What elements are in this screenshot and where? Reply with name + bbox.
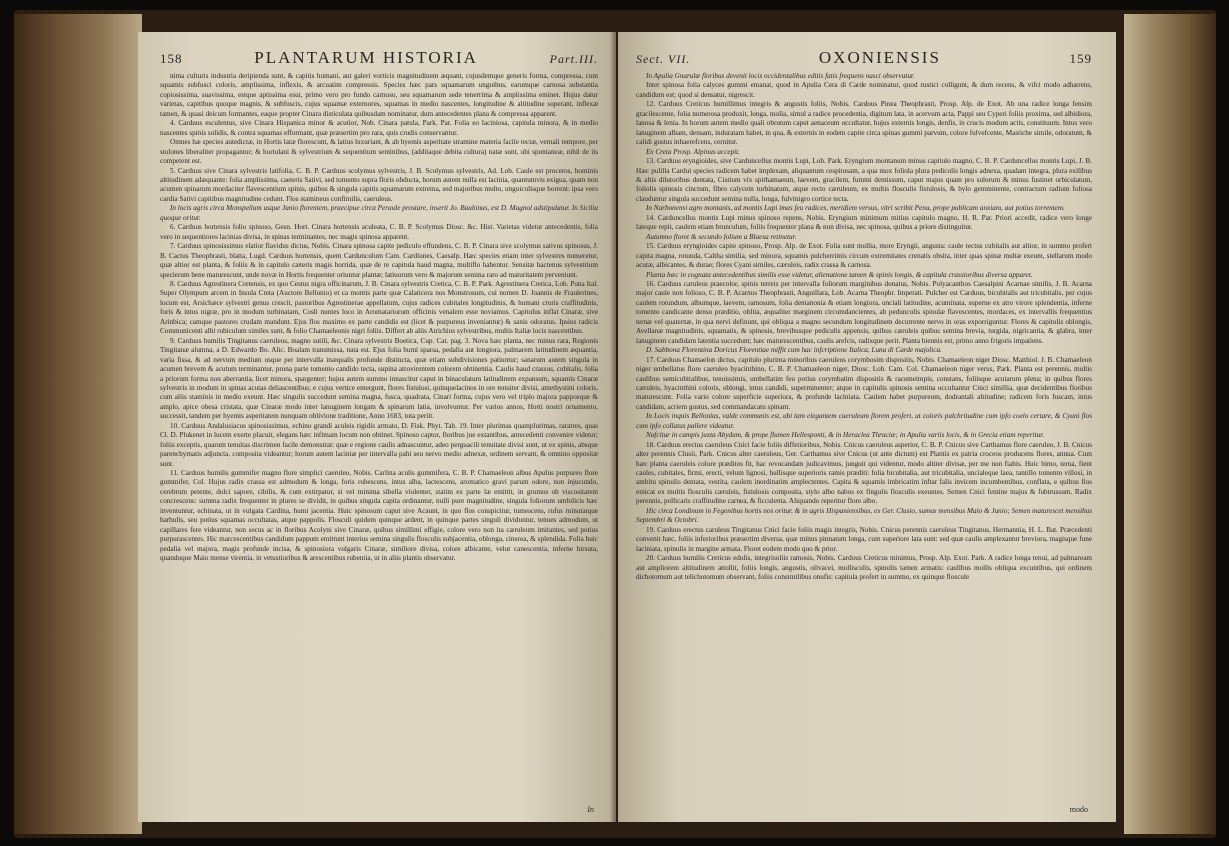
right-catchword: modo: [1069, 805, 1088, 814]
left-page-number: 158: [160, 51, 183, 66]
paragraph: 5. Carduus sive Cinara sylvestris latifolia, C. B. P. Carduus scolymus sylvestris, J. B. Scolymus sylvestris, Ad. Lob. Caule est proceros, hominis altitudinem adæquante: folia amplissima, caeteris Sativi, sed tomento supra floris obducta, horum autem nulla est lacinia, quantumvis exigua, quam non acumen spinarum mordaciter flavescentium spinis, quibus & singula capitis squamarum extrema, sed majoribus multo, unguiculisque horrent: ipsa vero cardia Sativi capitibus magnitudine cedunt. Flos stamineus confimilis, caeruleus.: [160, 166, 598, 203]
page-edges-right: [1124, 14, 1216, 834]
paragraph: Ex Creta Prosp. Alpinus accepit.: [646, 147, 740, 156]
left-running-title: PLANTARUM HISTORIA: [254, 48, 478, 67]
paragraph: 18. Carduus erectus caeruleus Cnici facie foliis diffetioribus, Nobis. Cnicus caeruleus asperior, C. B. P. Cnicus sive Carthamus flore caeruleo, J. B. Cnicus alter perennis Clusii, Park. Cnicus alter caeruleus, Ger. Carthamus sive Cnicus (ut ante dictum) est Plantis ex patria croceos producens flores, annua. Cum hæc planta caeruleis colore præditos fit, hac revocandam judicavimus, junguit qui videntur, modo altiter divisæ, per me non fiabis. Huic bimo, terna, fient caules, cubitales, firmi, erecti, velum lignosi, hullisque superioris ramis præditi: folia bicubitalia, aut tricubitalia, uncialeque laea, tantillo tomento villosi, in ambitu spinulis dentata, vestita, caulem inordinatim amplectentes. Capita & squamis imbricatim inftar falis invicem incumbentibus, conflata, e quibus fios emicat ex multis flosculis cæruleis, fistulosis composita, stylo albo nabos ex fingulis flosculis exeuntes. Semen Cnici femine majus & fubtrussum. Radix perennis, pollicaris craffitudine carnea, & ficculenta. Aliquando reperitur flore albo.: [636, 440, 1092, 506]
paragraph: Inter spinosa folia calyces gummi emanat, quod in Apulia Cera di Carde nominatur, quod rustici colligunt, & dum recens, & vifci modo adhærens, candidum est; quod si densatur, nigrescit.: [636, 81, 1092, 99]
paragraph: 15. Carduus eryngioides capite spinoso, Prosp. Alp. de Exot. Folia sunt mollia, more Eryngii, angusta: caule rectus cubitalis aut altior, in summo profert capita magna, rotunda, Caltha similia, sed minora, squamis pulcherrimis circum extremitates crenatis obsita, inter quas spinæ multæ exeunt, stellarum modo acutæ, albicantes, & durae; flores Cyani similes, cæruleis, radix crassa & carnosa.: [636, 242, 1092, 270]
right-page-number: 159: [1069, 51, 1092, 66]
paragraph: 17. Carduus Chamaelon dictus, capitulo plurima minoribus caeruleus corymbosim dispositis, Nobis. Chamaeleon niger Diosc. Matthiol. J. B. Chamaeleon niger umbellatus flore caeruleo hyacinthino, C. B. P. Chamaeleon niger, Diosc. Lob. Cam. Col. Chamaeleon niger verus, Park. Planta est perennis, multis caulibus semicubitalibus, tenuissimis, umbellatim feu potius corymbatim dispositis & racemeimpis, constans, foliisque acutarum plena; in quibus flores cæruleis, hyacinthini coloris, oblongi, intus candidi, superminenter; atque in capitulis spinosis semina occultantur Cnici simillia, quæ decidentibus floribus maturescunt. Folia vario colore superficie superiora, & profunde laciniata. Caulem habet purpureum, dodrantali altitudine; radicem foris fuscam, intus candidam, acriem gustus, sed commandacatu spinam.: [636, 355, 1092, 411]
paragraph: 8. Carduus Agrestinera Cretensis, ex quo Cestus nigra officinarum, J. B. Cinara sylvestris Cretica, C. B. P. Park. Agrestinera Cretica, Lob. Pona Ital. Super Olympum arcem in Insula Creta (Auctore Bellonio) et ca montis parte quæ Calaticera nos Monstrosum, cui nomen D. Joannis de Fraulerines, locum est, Arsichæce sylvestri genus crescit, pastoribus Agrestinerae appellatum, cujus radices cubitales longitudinis, & humani cruris craffitudinis, foris & intus nigræ, pro in modum turbinatam, Cosli nuntes loco in Aromatariorum officinis venalem esse noviamus. Capitulus inflat Cinaræ, sive Arinbica; camque pastores crudam mandunt. Ejus flos maximo ex parte candidis est (licet & purpureus inveniantur) & sanis odoratus. Ipsius radicis Communicenti albi rubiculum similes sunt, & folio Chamaeleonis nigri foliis. Differt ab aliis Atrichius sylvestribus, multis Italiæ locis nascentibus.: [160, 279, 598, 336]
open-book: [14, 10, 1216, 838]
paragraph: 10. Carduus Andalusiacus spinosissimus, echino grandi aculeis rigidis armato, D. Fisk. Phyt. Tab. 19. Inter plurimas quamplurimas, raratres, quas Cl. D. Plukenet in lucem exerte placuit, elegans hæc infimam locum non obtinet. Spinoso captor, floribus jue extantibus, antecedenti convenire videtur; foliis exceptis, quarum tenuitas discrimen facile demonstrat: quæ e regione caulis adnascuntur, adeo perguacili tenuitate divisi sunt, ut ex spinis, absque parenchymatis adjuncta, composita videantur; horum autem laciniæ per intervalla pahi seu nervo medio adnexæ, ordinem servant, & omnino oppositæ sunt.: [160, 421, 598, 468]
paragraph: D. Sabbona Florentina Doricus Florentiae miffit cum hac infcriptione Italica, Luna di Carde majolica.: [646, 346, 942, 355]
paragraph: In Narbonensi agro montanis, ad montis Lupi imas feu radices, meridiem versus, vitri scribit Pena, prope publicam anxiam, aut potius torrentem.: [646, 204, 1065, 213]
paragraph: Omnes hæ species autedictæ, in Hortis latæ florescunt, & latius luxuriant, & ab hyemis asperitate stramine materia facile tectæ, vernali tempore, per stolones liberaliter propagantur; & hortulani & sylvestrium & sequentium seminibus, (additaque debita cultura) natæ sunt, ubi spontaneæ, nihil de iis competent est.: [160, 138, 598, 166]
paragraph: Hic circa Londinum in Fegenibus hortis nos oritur, & in agris Hispaniensibus, ex Ger. Clusio, sumus mensibus Maio & Junio; Semen maturescet mensibus Septembri & Octobri.: [636, 506, 1092, 525]
paragraph: 9. Carduus humilis Tingitanus caeruleus, magno sutili, &c. Cinara sylvestris Boetica, Cup. Cat. pag. 3. Nova hæc planta, nec minus rara, Regionis Tingitanæ alumna, a D. Edwardo Bo. Alic. Boalam transmissa, nata est. Ejus folia humi sparsa, pedalia aut longiora, palmarem latitudinem æquantia, varia fissa, & ad nervum medium usque per intervalla inæqualis profunde distincta, quæ etiam subdivisiones patiuntur; sanarum autem singula in acumen brevem & acutum terminantur, prona parte tomento candido tecta, supina atrovirentem colorem obtinentia. Caulis haud crassus, cubitalis, folia a priorum forma non aberrantia, licet minora, spargenter; hujus autem summo innascitur caput in binaculatum latitudinem expansum, squamis Cinaræ sylvestris in modum in spinas acutas deliascentibus; e cujus vertice emergunt, flores fistulosi, quinquelacinos in ore tenuiter divisi, amethystini coloris, cum aliis staminis in medio exeunt. Hæc singulis succedunt semina magna, fusca, quadrata, Cinari forma, cujus vero vel triplo majora papposque & amplo, apice obesa cristata, quæ Cinaræ modo inter lanuginem longam & spinarum latia, involvuntur. Per varios annos, Horti nostri ornamento, successit, tandem per hyemis asperitatem nunquam oblivione traditione, Anno 1683, tota periit.: [160, 336, 598, 421]
paragraph: 12. Carduus Creticus humillimus integris & angustis foliis, Nobis. Cardous Pinea Theophrasti, Prosp. Alp. de Exot. Ab una radice longa fensim gracilescente, folia numerosa produxit, longa, molia, simul a radice procedentia, digitum lata, in acervum acta, Pappi seu Cyperi foliis proxima, sed albidiora, lanosa & lenia. In horum autem medio quali obrutum caput aenaceum occultatur, hujus externis longis, denfis, in crucis modum actis, constituum. Intus vero lanuginem albam, densam, induratam habet, in qua, & externis in eodem capite circa spinas gummi parvum, colore fulvefcente, Mastiche simile, odoratum, & calidi gustus inhaerefcens, cernitur.: [636, 100, 1092, 147]
paragraph: nima culturis industria deripienda sunt, & capitis humani, aut galeri vorticis magnitudinem æquant, cujusdemque generis forma, compressa, cum squamis subfusci coloris, amplissima, inflexis, & arcuatim compressis. Species hæc pars squamarum unguibus, earumque carnosa substantia copiosissima, suavissima, estque aptissima esui, primo vero pro fundo carnoso, seu squamarum sede tenerrima & amplissima eminet. Hujus datur varietas, capitibus quoque magnis, & subfuscis, cujus squamæ externores, squamas in medio nascentes, longitudine & altitudine superant, inflexæ tamen, & quasi deicum formantes, eaque propter Cinara disticulata quibusdam nominatur, dum antecedentes plana & compressa apparent.: [160, 72, 598, 118]
paragraph: 14. Carduncellus montis Lupi minus spinoso repens, Nobis. Eryngium minimum mitius capitulo magno, H. R. Par. Priori accedit, radice vero longe lateque repit, caulem etiam brunculum, foliis frequenter plana & non divisa, nec spinosa, quibus a priore distinguitur.: [636, 213, 1092, 232]
paragraph: Planta hæc in cognata antecedentibus similis esse videtur, alienatione tamen & spinis longis, & capitula crassioribus diversa apparet.: [646, 270, 1033, 279]
paragraph: 19. Carduus erectus caruleus Tingitanus Cnici facie foliis magis integris, Nobis. Cnicus perennis caeruleus Tingitanus, Hermannia, H. L. Bat. Præcedenti convenit hæc, foliis inferioribus præsertim diversa, quæ minus pinnatum longa, cum superiore lata sunt: sed quæ caulis amplexantur breviora, magisque fune laciniata, spinulis in margine armata. Floret eodem modo quo & prior.: [636, 525, 1092, 553]
right-section-label: Sect. VII.: [636, 52, 691, 66]
paragraph: 4. Carduus esculentus, sive Cinara Hispanica minor & acutior, Nob. Cinara patula, Park. Par. Folia eo laciniosa, capitula minora, & in medio nascentes spinis solidis, & contra squamas efformant, quæ præsertim pro rara, quis crudis conservantur.: [160, 119, 598, 137]
right-running-head: [636, 48, 1092, 68]
left-page: [138, 32, 616, 822]
paragraph: In Apulia Gnarulæ floribus devenit locis occidentalibus editis fatis frequens nasci observatur.: [646, 72, 915, 80]
right-running-title: OXONIENSIS: [818, 48, 941, 67]
paragraph: 13. Carduus eryngioides, sive Carduncellus montis Lupi, Lob. Park. Eryngium montanum minus capitulo magno, C. B. P. Carduncellus montis Lupi, J. B. Hæc pulilla Cardui species radicem habet implexam, aliquantum cespitosam, a qua mox foliola plura pedicolis longis adnexa, quadam integra, plura exilibus & altis dilutoribus dentata, Cistium vix spithamaeum, laevem, gracilem, fummi demissum, caput majus quam pro sulorum & minus fustinet orbiculatum, foliolis spinosis cinctum, fibro calycem turbinatum, atque recto cæruleum, ex multis flosculis fistulosis, & bylo gemminente, contractum radium foliosa clauduntur singula succedunt semina nulla, longa, fulvinigro cortice tecta.: [636, 157, 1092, 203]
paragraph: 7. Carduus spinosissimus elatior flavidus dictus, Nobis. Cinara spinosa capite pediculo effundens, C. B. P. Cinara sive scolymus sativus spinosus, J. B. Cactus Theophrasti, blatta, Lugd. Carduus hortensis, quem Cardunculum Cam. Cardiunes, Caesalp. Hæc species etiam inter sylvestres numeretur, quæ altior est planta, & foliis & in capitulo cæteris magis horrida, quæ de re capitula haud magna, multiflo habentur. Sensitæ hactenus sylvestrium specierum bene maturescunt, unde novæ in Hortis frequenter oriuntur plantæ; latiuorum vero & majorum semina raro ad maturitatem perveniunt.: [160, 242, 598, 279]
page-edges-left: [14, 14, 142, 834]
paragraph: 20. Carduus humilis Creticus edulis, integrisoliis ramosis, Nobis. Cardous Creticus minimus, Prosp. Alp. Exot. Park. A radice longa tenui, ad palmaream aut ampliorem altitudinem attollit, foliis longis, angustis, olivacei, mollisculis, spinulis tamen armatis: caulibus mollis obliqua excuntibus, qui ordinem dichotomum aut telichotomum observant, foliis consimilibus onufis: capitula profert in summo, ex quinque floscule: [636, 554, 1092, 582]
paragraph: 11. Carduus humilis gummifer magno flore simplici caeruleo, Nobis. Carlina aculis gummifera, C. B. P. Chamaeleon albus Apulus purpureo flore gummifer, Col. Hujus radix crassa est admodum & longa, foris rubescens, intus alba, lactescens, aromatico gravi parum odore, non injucundo, cerebrum petente, dulci sapore, cibilis, & cum extirpatur, si vel minima sibella violenter, statim ex parte læ emittit, in grumos ob viscositatem concrescens: summa radix frequenter in plures se dividit, in quibus singula capita ordinantur, nulli pure magnitudine, singula foliorum umbilicis hæc inventuntur, echinata, ut in vulgata Cardina, humi jacentia. Huic spinosum caput sive Acaunt, in quo flos conspicitur, tumescens, rufus minutatque barbulis, seu potius squamas occultatas, atque pappolis. Flosculi quidem quinque ardent, in quinque partes singuli dividuntur, tenues admodum, ut capillares fere videantur, non secus ac in floribus Acolyni sive Cinaræ, quibus simillimi effigie, colore vero non ita cæruleum imitantes, sed potius purpurascentes. Hic marcescentibus candidum pappum emittunt interius semina singulis flosculis subjacentia, oblonga, cinerea, & splendida. Folia huic pedalia vel majora, magis profunde incisa, & spinosiora vulgaris Cinaræ, similiore divisa, colore albicante, velut canescentia, inferne hirsuta, quandoque Maio mense virentia, in vetustioribus & arescentibus rubentia, ut in aliis plantis observatur.: [160, 469, 598, 563]
paragraph: 6. Carduus hortensis folio spinoso, Gesn. Hort. Cinara hortensis aculeata, C. B. P. Scolymus Diosc. &c. Hist. Varietas videtur antecedentis, folia vero in sequentiores lacinias divisa, in spinas terminantes, nec magis spinosa apparent.: [160, 223, 598, 241]
paragraph: Autumno floret & secundo folium a Blaesa retinetur.: [646, 232, 797, 241]
paragraph: Nafcitur in campis juxta Abydum, & prope flumen Hellesponti, & in Heraclea Thraciæ; in Apulia variis locis, & in Grecia etiam reperitur.: [646, 431, 1045, 440]
paragraph: In locis agris circa Monspelium usque Janio florentem, praecipue circa Peraule prostare, inserit Jo. Bauhinus, est D. Magnol adstipulatur. In Sicilia quoque oritur.: [160, 204, 598, 222]
left-body-text: [160, 72, 598, 564]
paragraph: In Locis inquis Bellonius, valde communis est, ubi tam elegantem caeruleum florem profert, ut coloris pulchritudine cum ipfo coelo certare, & Cyani flos cum ipfo collatus pallere videatur.: [636, 412, 1092, 430]
left-part-label: Part.III.: [549, 52, 598, 66]
left-catchword: In: [587, 805, 594, 814]
paragraph: 16. Carduus caruleus praecolor, spinis terreis per intervalla foliorum marginibus donatus, Nobis. Polyacanthos Caesalpini Acarnae similis, J. B. Acarna major caule non folioso, C. B. P. Acarnus Theophrasti, Anguillara, Lob. Acarna Theophr. Imperati. Pulcher est Carduus, bicubitalis aut tricubitalis, per cujus caulem rotundum, albumque, laevem, ramosum, folia dentanonia & etiam longiora, unciali latitudine, acuminata, superne ex atro virore splendentia, inferne tomento candicante denso præditio, oblita, æqualiter marginem circumdancientes, ab pedunculis spinulæ flavescentes, mordaces, ex intervallis frequentius ternæ vel quaternæ, in qua nervi definunt, qui obliqua a magno secundum longitudinem decurrente nervo in oras exporriguntur. Flores & capitulis oblongis, Avellanæ magnitudinis, squamatis, & spinosis, brevibusque pediculis appensis, quibus cæruleis quibus semina brevia, turgida, nigricantia, & glabra, inter lanuginem candidam latentia succedunt; hæc maturescentibus, caulis arefcis, radixque perit. Planta biennis est, primo anno frigoris impatiens.: [636, 279, 1092, 345]
right-page: [618, 32, 1116, 822]
left-running-head: [160, 48, 598, 68]
right-body-text: [636, 72, 1092, 582]
